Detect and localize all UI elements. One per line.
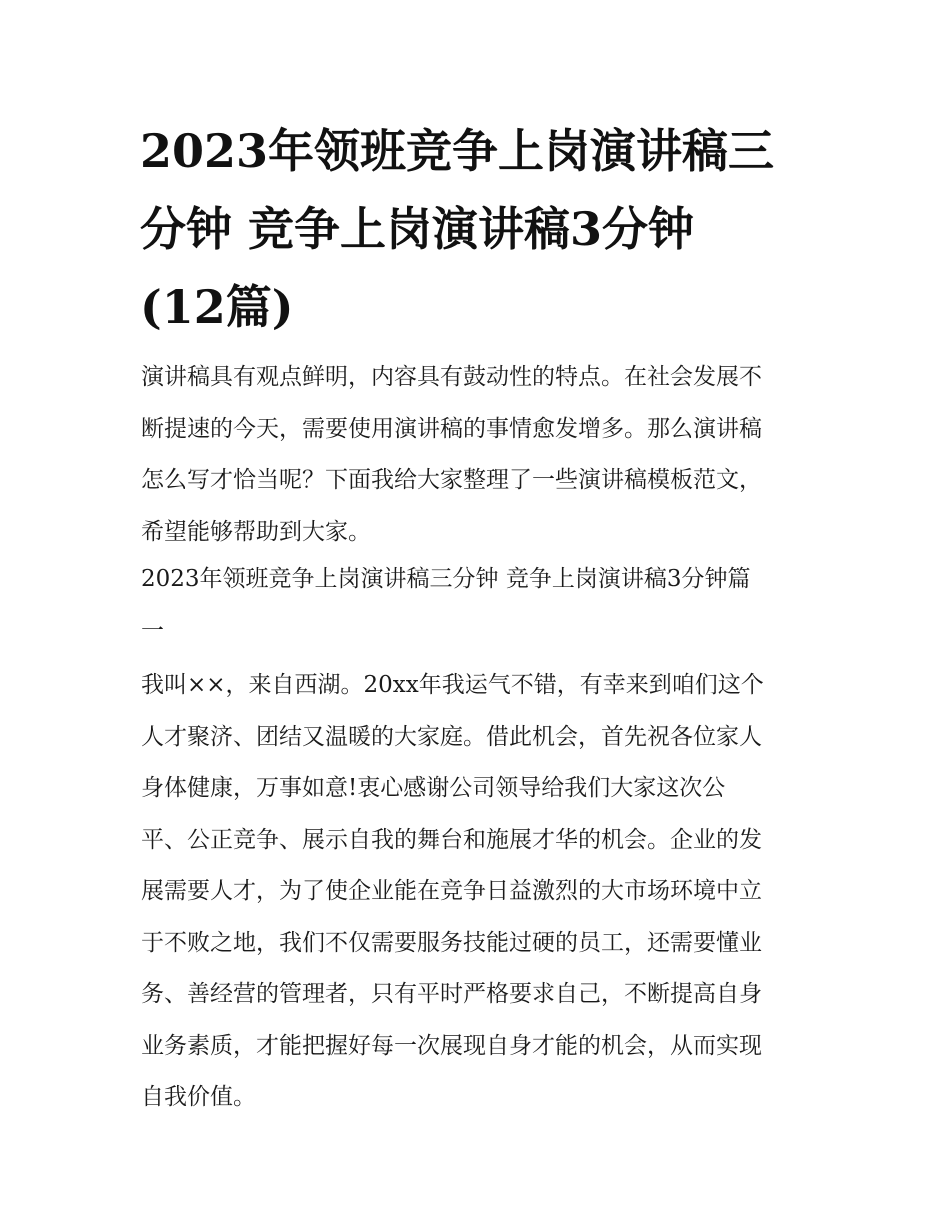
intro-paragraph <box>141 352 821 558</box>
text-line: 自我价值。 <box>141 1084 256 1110</box>
text-line: 断提速的今天，需要使用演讲稿的事情愈发增多。那么演讲稿 <box>141 415 762 442</box>
title-line: 分钟 竞争上岗演讲稿3分钟 <box>140 202 695 256</box>
text-line: 怎么写才恰当呢？下面我给大家整理了一些演讲稿模板范文， <box>141 467 762 493</box>
section-heading <box>141 554 821 657</box>
text-line: 务、善经营的管理者，只有平时严格要求自己，不断提高自身 <box>141 981 762 1007</box>
text-line: 希望能够帮助到大家。 <box>141 518 371 545</box>
text-line: 2023年领班竞争上岗演讲稿三分钟 竞争上岗演讲稿3分钟篇 <box>141 566 751 592</box>
text-line: 展需要人才，为了使企业能在竞争日益激烈的大市场环境中立 <box>141 878 762 904</box>
body-paragraph <box>141 660 821 1124</box>
text-line: 人才聚济、团结又温暖的大家庭。借此机会，首先祝各位家人 <box>141 723 762 750</box>
text-line: 业务素质，才能把握好每一次展现自身才能的机会，从而实现 <box>141 1032 762 1059</box>
title-line: (12篇) <box>140 280 294 334</box>
text-line: 平、公正竞争、展示自我的舞台和施展才华的机会。企业的发 <box>141 826 762 853</box>
text-line: 身体健康，万事如意!衷心感谢公司领导给我们大家这次公 <box>141 775 726 801</box>
text-line: 演讲稿具有观点鲜明，内容具有鼓动性的特点。在社会发展不 <box>141 364 762 390</box>
text-line: 我叫××，来自西湖。20xx年我运气不错，有幸来到咱们这个 <box>141 672 764 698</box>
text-line: 于不败之地，我们不仅需要服务技能过硬的员工，还需要懂业 <box>141 929 762 956</box>
text-line: 一 <box>141 617 164 644</box>
document-title <box>140 112 820 346</box>
title-line: 2023年领班竞争上岗演讲稿三 <box>140 124 775 178</box>
